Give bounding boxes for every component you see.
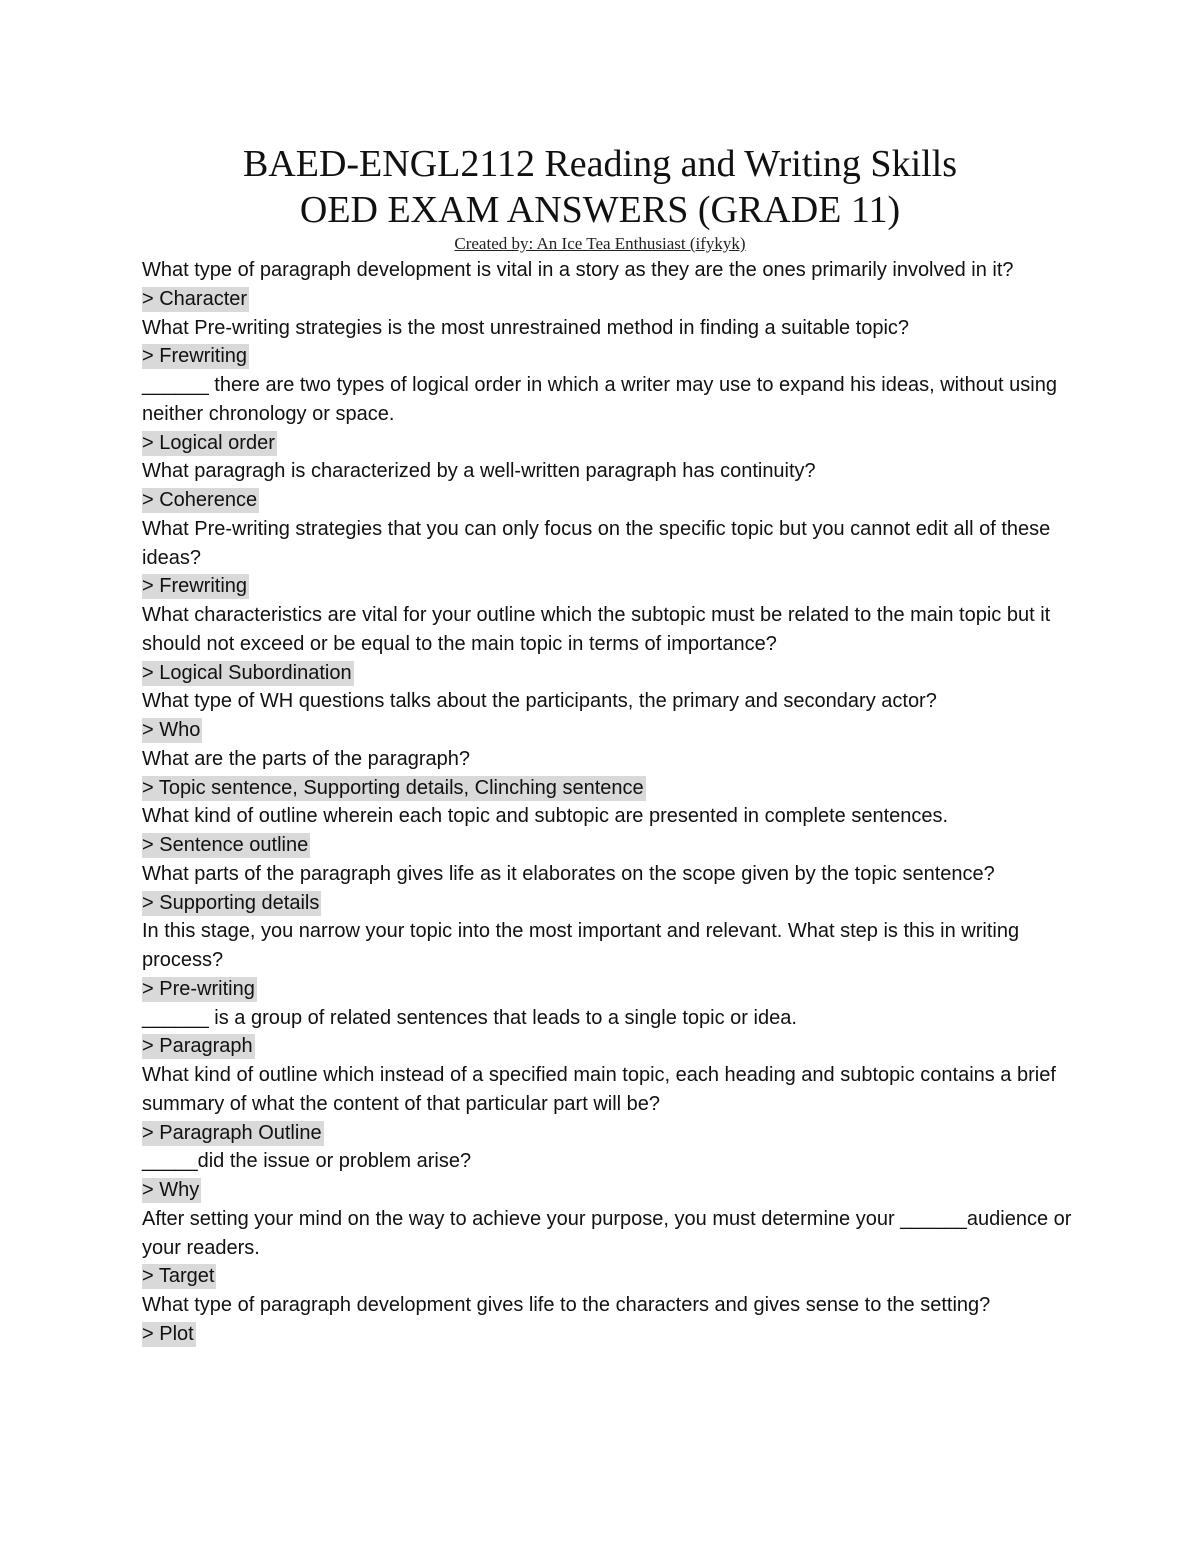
question-text: What kind of outline which instead of a specified main topic, each heading and subtopic contains a brief summary of what the content of that particular part will be? (142, 1064, 1056, 1115)
question-text: What are the parts of the paragraph? (142, 747, 470, 770)
document-title-course: BAED-ENGL2112 Reading and Writing Skills (242, 143, 958, 185)
question-text: What Pre-writing strategies is the most unrestrained method in finding a suitable topic? (142, 316, 910, 339)
answer-highlight: > Logical order (142, 431, 275, 454)
qa-item (142, 687, 1072, 745)
answer-highlight: > Topic sentence, Supporting details, Clinching sentence (142, 776, 644, 799)
qa-item (142, 860, 1072, 918)
qa-item (142, 1291, 1072, 1349)
question-text: What parts of the paragraph gives life as it elaborates on the scope given by the topic sentence? (142, 862, 995, 885)
question-text: After setting your mind on the way to achieve your purpose, you must determine your ______audience or your readers. (142, 1207, 1072, 1259)
answer-highlight: > Supporting details (142, 891, 320, 914)
title-block (0, 141, 1200, 254)
qa-item (142, 745, 1072, 803)
answer-line (142, 889, 1072, 918)
answer-highlight: > Who (142, 719, 201, 741)
answer-line (142, 774, 1072, 803)
answer-line (142, 429, 1072, 458)
qa-item (142, 1205, 1072, 1291)
qa-item (142, 802, 1072, 860)
answer-highlight: > Frewriting (142, 575, 248, 598)
qa-item (142, 917, 1072, 1003)
qa-item (142, 314, 1072, 372)
answer-line (142, 285, 1072, 314)
qa-item (142, 515, 1072, 601)
question-text: What kind of outline wherein each topic and subtopic are presented in complete sentences. (142, 805, 949, 828)
answer-highlight: > Sentence outline (142, 834, 309, 856)
qa-item (142, 1004, 1072, 1062)
question-text: What type of paragraph development is vital in a story as they are the ones primarily involved in it? (142, 259, 1014, 281)
answer-line (142, 659, 1072, 688)
answer-line (142, 486, 1072, 515)
answer-highlight: > Frewriting (142, 345, 248, 368)
question-text: What type of WH questions talks about the participants, the primary and secondary actor? (142, 690, 937, 713)
answer-line (142, 1032, 1072, 1061)
question-text: ______ there are two types of logical order in which a writer may use to expand his ideas, without using neither chronology or space. (142, 374, 1057, 425)
answer-highlight: > Logical Subordination (142, 661, 352, 684)
answer-highlight: > Pre-writing (142, 977, 255, 1000)
qa-item (142, 1147, 1072, 1205)
answer-highlight: > Target (142, 1265, 215, 1288)
answer-line (142, 1119, 1072, 1148)
document-title-exam: OED EXAM ANSWERS (GRADE 11) (299, 189, 901, 231)
answer-highlight: > Coherence (142, 489, 258, 511)
answer-line (142, 572, 1072, 601)
answer-highlight: > Plot (142, 1322, 194, 1345)
question-text: _____did the issue or problem arise? (142, 1150, 472, 1173)
answer-highlight: > Paragraph (142, 1035, 253, 1058)
answer-line (142, 716, 1072, 745)
qa-item (142, 371, 1072, 457)
question-text: In this stage, you narrow your topic into the most important and relevant. What step is this in writing process? (142, 920, 1020, 971)
question-text: What paragragh is characterized by a well-written paragraph has continuity? (142, 460, 816, 483)
answer-line (142, 342, 1072, 371)
question-text: What characteristics are vital for your outline which the subtopic must be related to the main topic but it should not exceed or be equal to the main topic in terms of importance? (142, 604, 1051, 655)
answer-line (142, 1262, 1072, 1291)
answer-highlight: > Why (142, 1179, 200, 1201)
question-text: What Pre-writing strategies that you can only focus on the specific topic but you cannot edit all of these ideas? (142, 517, 1051, 569)
answer-line (142, 975, 1072, 1004)
answer-highlight: > Character (142, 287, 248, 310)
qa-list (142, 256, 1072, 1349)
answer-line (142, 1176, 1072, 1205)
answer-line (142, 1320, 1072, 1349)
qa-item (142, 1061, 1072, 1147)
answer-highlight: > Paragraph Outline (142, 1121, 322, 1144)
answer-line (142, 831, 1072, 860)
question-text: What type of paragraph development gives life to the characters and gives sense to the setting? (142, 1294, 991, 1316)
qa-item (142, 601, 1072, 687)
qa-item (142, 256, 1072, 314)
author-byline: Created by: An Ice Tea Enthusiast (ifykyk) (454, 234, 746, 253)
question-text: ______ is a group of related sentences that leads to a single topic or idea. (142, 1006, 797, 1029)
qa-item (142, 457, 1072, 515)
